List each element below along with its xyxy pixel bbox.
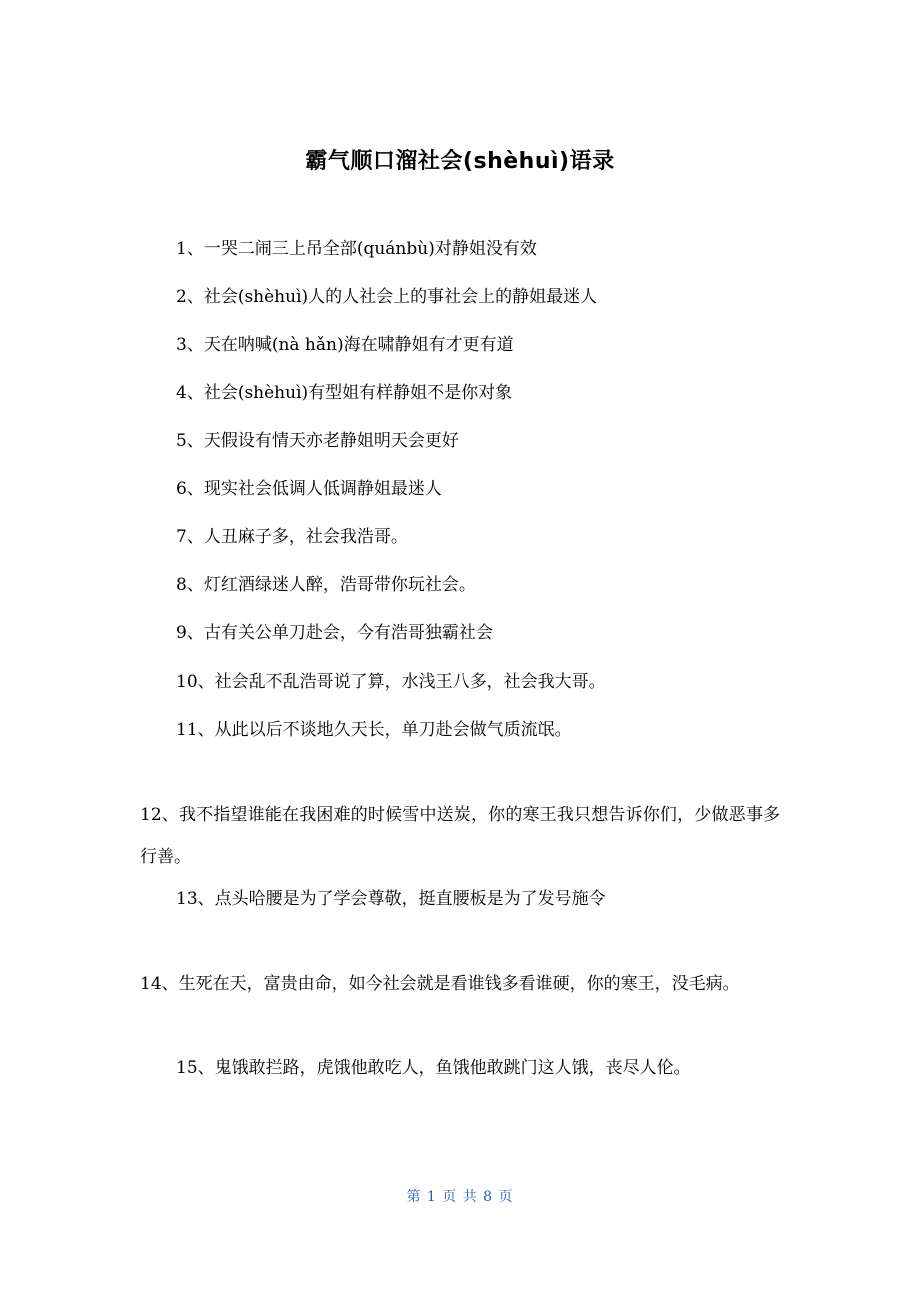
list-item: 4、社会(shèhuì)有型姐有样静姐不是你对象 bbox=[176, 383, 513, 403]
list-item: 11、从此以后不谈地久天长，单刀赴会做气质流氓。 bbox=[176, 720, 572, 740]
list-item: 10、社会乱不乱浩哥说了算，水浅王八多，社会我大哥。 bbox=[176, 672, 606, 692]
list-item-long: 14、生死在天，富贵由命，如今社会就是看谁钱多看谁硬，你的寒王，没毛病。 bbox=[140, 974, 740, 994]
document-title: 霸气顺口溜社会(shèhuì)语录 bbox=[305, 149, 615, 174]
list-item-long: 12、我不指望谁能在我困难的时候雪中送炭，你的寒王我只想告诉你们，少做恶事多行善。 bbox=[140, 805, 780, 867]
page-number: 第 1 页 共 8 页 bbox=[406, 1189, 514, 1205]
list-item: 5、天假设有情天亦老静姐明天会更好 bbox=[176, 431, 459, 451]
list-item: 8、灯红酒绿迷人醉，浩哥带你玩社会。 bbox=[176, 575, 476, 595]
list-item: 1、一哭二闹三上吊全部(quánbù)对静姐没有效 bbox=[176, 239, 537, 259]
list-item: 9、古有关公单刀赴会，今有浩哥独霸社会 bbox=[176, 623, 493, 643]
list-item: 7、人丑麻子多，社会我浩哥。 bbox=[176, 527, 408, 547]
list-item: 3、天在呐喊(nà hǎn)海在啸静姐有才更有道 bbox=[176, 335, 514, 355]
list-item: 6、现实社会低调人低调静姐最迷人 bbox=[176, 479, 442, 499]
list-item: 15、鬼饿敢拦路，虎饿他敢吃人，鱼饿他敢跳门这人饿，丧尽人伦。 bbox=[176, 1058, 691, 1078]
list-item: 2、社会(shèhuì)人的人社会上的事社会上的静姐最迷人 bbox=[176, 287, 598, 307]
list-item: 13、点头哈腰是为了学会尊敬，挺直腰板是为了发号施令 bbox=[176, 889, 606, 909]
